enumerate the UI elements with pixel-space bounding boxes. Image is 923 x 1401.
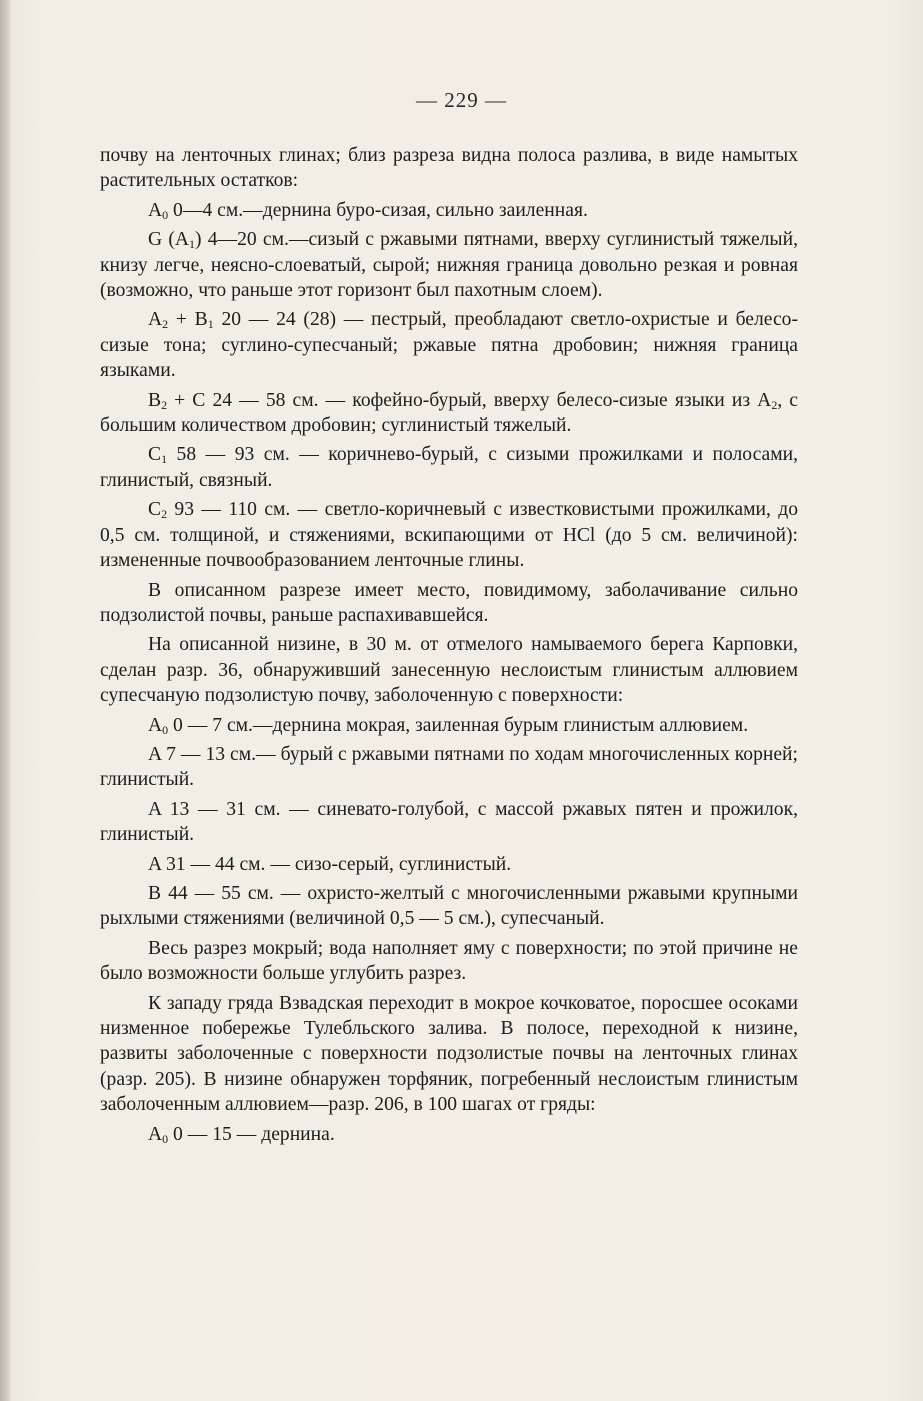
horizon-code: $C_1$ [148,444,168,467]
horizon-description [100,852,798,877]
horizon-text: 0 — 7 см.—дернина мокрая, заиленная бурым глинистым аллювием. [168,714,749,736]
horizon-description [100,742,798,793]
horizon-description [100,442,798,493]
horizon-text: 31 — 44 см. — сизо-серый, суглинистый. [161,853,512,875]
horizon-text: 7 — 13 см.— бурый с ржавыми пятнами по ходам многочисленных корней; глинистый. [100,743,798,791]
horizon-text: 24 — 58 см. — кофейно-бурый, вверху белесо-сизые языки из A [205,389,772,411]
horizon-text: 93 — 110 см. — светло-коричневый с известковистыми прожилками, до 0,5 см. толщиной, и стяжениями, вскипающими от HCl (до 5 см. величиной): измененные почвообразованием ленточные глины. [100,499,798,572]
horizon-code: A [148,798,162,820]
horizon-text: 58 — 93 см. — коричнево-бурый, с сизыми прожилками и полосами, глинистый, связный. [100,444,798,491]
horizon-code: $C_2$ [148,499,168,522]
horizon-code: A [148,853,162,875]
horizon-description [100,797,798,848]
horizon-code: $A_0$ [148,1123,169,1146]
body-text [100,143,798,1147]
horizon-description [100,198,798,223]
paragraph [100,936,798,987]
horizon-text: 0 — 15 — дернина. [168,1123,335,1145]
paragraph [100,632,798,708]
horizon-code: $A_0$ [148,199,169,222]
horizon-code: $A_0$ [148,714,169,737]
horizon-text: 4—20 см.—сизый с ржавыми пятнами, вверху суглинистый тяжелый, книзу легче, неясно-слоеватый, сырой; нижняя граница довольно резкая и ровная (возможно, что раньше этот горизонт был пахотным слоем). [100,229,798,302]
book-spine-shadow [0,0,10,1401]
horizon-description [100,497,798,573]
paragraph [100,143,798,194]
horizon-code: A [148,743,162,765]
horizon-text: 13 — 31 см. — синевато-голубой, с массой ржавых пятен и прожилок, глинистый. [100,798,798,846]
horizon-code: G $(A_1)$ [148,229,202,252]
horizon-code: $A_2 + B_1$ [148,309,214,332]
paragraph [100,991,798,1118]
paragraph-text: На описанной низине, в 30 м. от отмелого намываемого берега Карповки, сделан разр. 36, обнаруживший занесенную неслоистым глинистым аллювием супесчаную подзолистую почву, заболоченную с поверхности: [100,634,798,707]
paragraph [100,578,798,629]
page-number: — 229 — [416,88,507,112]
horizon-text: 44 — 55 см. — охристо-желтый с многочисленными ржавыми крупными рыхлыми стяжениями (величиной 0,5 — 5 см.), супесчаный. [100,882,798,930]
horizon-text: 20 — 24 (28) — пестрый, преобладают светло-охристые и белесо-сизые тона; суглино-супесчаный; ржавые пятна дробовин; нижняя граница языками. [100,309,798,382]
horizon-text: 0—4 см.—дернина буро-сизая, сильно заиленная. [168,199,588,221]
horizon-description [100,1122,798,1147]
horizon-description [100,713,798,738]
horizon-code: B [148,882,162,904]
paragraph-text: почву на ленточных глинах; близ разреза видна полоса разлива, в виде намытых растительных остатков: [100,145,798,192]
paragraph-text: К западу гряда Взвадская переходит в мокрое кочковатое, поросшее осоками низменное побережье Тулебльского залива. В полосе, переходной к низине, развиты заболоченные с поверхности подзолистые почвы на ленточных глинах (разр. 205). В низине обнаружен торфяник, погребенный неслоистым глинистым заболоченным аллювием—разр. 206, в 100 шагах от гряды: [100,992,798,1116]
horizon-code: $B_2 + C$ [148,389,206,412]
horizon-description [100,227,798,303]
horizon-description [100,307,798,383]
paragraph-text: Весь разрез мокрый; вода наполняет яму с поверхности; по этой причине не было возможности больше углубить разрез. [100,937,798,985]
horizon-description [100,881,798,932]
paragraph-text: В описанном разрезе имеет место, повидимому, заболачивание сильно подзолистой почвы, раньше распахивавшейся. [100,579,798,626]
horizon-description: $B_2 + C$ 24 — 58 см. — кофейно-бурый, вверху белесо-сизые языки из $A_2$, с большим количеством дробовин; суглинистый тяжелый. [100,389,798,437]
